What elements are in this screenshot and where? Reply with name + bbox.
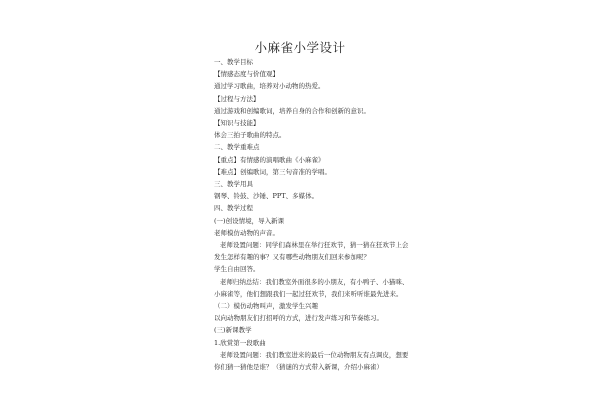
document-body [214,56,414,373]
paragraph-keypoint: 【重点】有情感的演唱歌曲《小麻雀》 [214,155,325,164]
step-heading-1: (一)创设情境，导入新课 [214,216,285,225]
subheading-knowledge: 【知识与技能】 [214,119,260,128]
paragraph-teacher-imitates: 老师模仿动物的声音。 [214,228,279,237]
paragraph-process: 通过游戏和创编歌词，培养自身的合作和创新的意识。 [214,106,370,115]
step-heading-3: (三)新课教学 [214,326,252,335]
paragraph-greeting-exercise: 以向动物朋友们打招呼的方式，进行发声练习和节奏练习。 [214,314,383,323]
paragraph-knowledge: 体会三拍子歌曲的特点。 [214,131,286,140]
step-heading-2: （二）模仿动物叫声，激发学生兴趣 [214,302,318,311]
section-heading-keypoints: 二、教学重难点 [214,143,260,152]
subheading-attitude: 【情感态度与价值观】 [214,70,279,79]
subheading-process: 【过程与方法】 [214,94,260,103]
paragraph-teacher-question-1: 老师设置问题：同学们森林里在举行狂欢节，猜一猜在狂欢节上会发生怎样有趣的事？又有哪些动物朋友们回来参加呢？ [214,241,409,262]
section-heading-tools: 三、教学用具 [214,180,253,189]
subheading-listen-first: 1.欣赏第一段歌曲 [214,338,266,347]
paragraph-teacher-question-2: 老师设置问题：我们教室进来的最后一位动物朋友有点调皮，想要你们猜一猜他是谁？（猜谜的方式带入新课，介绍小麻雀） [214,350,409,372]
document-title: 小麻雀小学设计 [254,40,346,55]
paragraph-tools: 钢琴、铃鼓、沙锤、PPT、多媒体。 [214,192,319,201]
paragraph-attitude: 通过学习歌曲，培养对小动物的热爱。 [214,82,325,91]
section-heading-process: 四、教学过程 [214,204,253,213]
paragraph-difficulty: 【难点】创编歌词，第三句音准的学唱。 [214,167,331,176]
section-heading-objectives: 一、教学目标 [214,58,253,66]
paragraph-students-answer: 学生自由回答。 [214,265,260,274]
paragraph-teacher-summary: 老师归纳总结：我们教室外面很多的小朋友，有小鸭子、小猫咪、小麻雀等，他们想跟我们一起过狂欢节，我们来听听谁最先进来。 [214,277,409,298]
